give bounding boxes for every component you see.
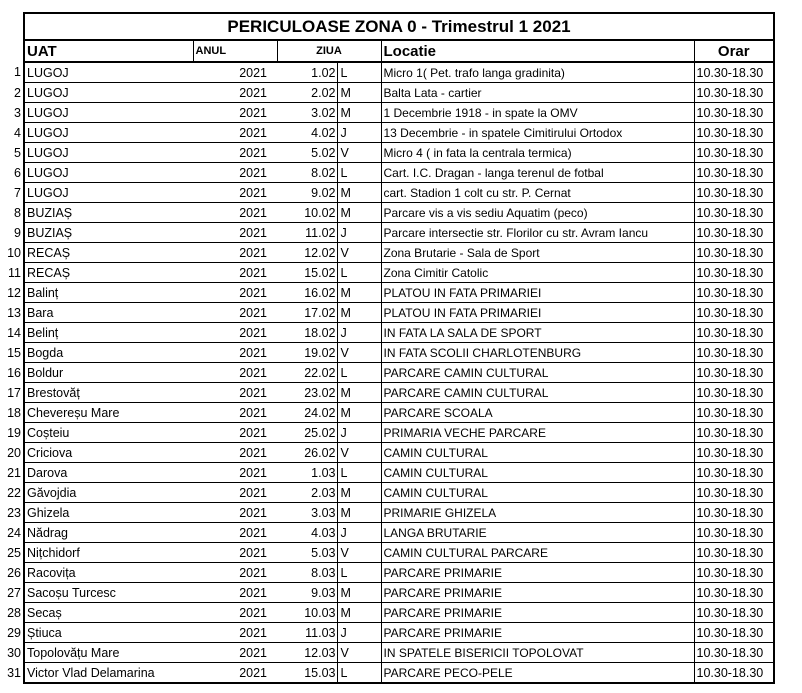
weekday-cell: M	[337, 103, 381, 123]
date-cell: 9.03	[277, 583, 337, 603]
location-cell: CAMIN CULTURAL PARCARE	[381, 543, 694, 563]
weekday-cell: V	[337, 143, 381, 163]
uat-cell: RECAȘ	[24, 263, 193, 283]
year-cell: 2021	[193, 383, 277, 403]
weekday-cell: L	[337, 463, 381, 483]
weekday-cell: M	[337, 603, 381, 623]
table-row	[0, 363, 774, 383]
weekday-cell: M	[337, 303, 381, 323]
date-cell: 26.02	[277, 443, 337, 463]
row-number: 14	[7, 325, 21, 340]
weekday-cell: V	[337, 643, 381, 663]
location-cell: Micro 4 ( in fata la centrala termica)	[381, 143, 694, 163]
table-row	[0, 583, 774, 603]
row-number: 21	[7, 465, 21, 480]
date-cell: 12.02	[277, 243, 337, 263]
row-number: 23	[7, 505, 21, 520]
uat-cell: Bara	[24, 303, 193, 323]
schedule-cell: 10.30-18.30	[694, 62, 774, 83]
date-cell: 5.02	[277, 143, 337, 163]
uat-cell: BUZIAȘ	[24, 203, 193, 223]
location-cell: IN FATA LA SALA DE SPORT	[381, 323, 694, 343]
location-cell: PARCARE PRIMARIE	[381, 623, 694, 643]
row-number: 24	[7, 525, 21, 540]
header-locatie: Locatie	[381, 40, 694, 62]
schedule-cell: 10.30-18.30	[694, 183, 774, 203]
year-cell: 2021	[193, 203, 277, 223]
schedule-cell: 10.30-18.30	[694, 223, 774, 243]
schedule-table	[0, 12, 775, 684]
table-row	[0, 203, 774, 223]
header-ziua: ZIUA	[277, 40, 381, 62]
location-cell: Zona Brutarie - Sala de Sport	[381, 243, 694, 263]
uat-cell: Sacoșu Turcesc	[24, 583, 193, 603]
table-row	[0, 563, 774, 583]
weekday-cell: V	[337, 543, 381, 563]
weekday-cell: M	[337, 583, 381, 603]
table-row	[0, 183, 774, 203]
schedule-cell: 10.30-18.30	[694, 143, 774, 163]
weekday-cell: J	[337, 423, 381, 443]
date-cell: 1.02	[277, 62, 337, 83]
row-number: 7	[14, 185, 21, 200]
row-number: 10	[7, 245, 21, 260]
date-cell: 23.02	[277, 383, 337, 403]
uat-cell: Topolovățu Mare	[24, 643, 193, 663]
schedule-cell: 10.30-18.30	[694, 83, 774, 103]
row-number: 19	[7, 425, 21, 440]
schedule-cell: 10.30-18.30	[694, 203, 774, 223]
year-cell: 2021	[193, 223, 277, 243]
uat-cell: Știuca	[24, 623, 193, 643]
table-row	[0, 223, 774, 243]
schedule-cell: 10.30-18.30	[694, 103, 774, 123]
weekday-cell: M	[337, 503, 381, 523]
uat-cell: Nițchidorf	[24, 543, 193, 563]
year-cell: 2021	[193, 123, 277, 143]
uat-cell: Victor Vlad Delamarina	[24, 663, 193, 684]
year-cell: 2021	[193, 263, 277, 283]
table-row	[0, 643, 774, 663]
table-row	[0, 623, 774, 643]
location-cell: PRIMARIE GHIZELA	[381, 503, 694, 523]
location-cell: LANGA BRUTARIE	[381, 523, 694, 543]
location-cell: 1 Decembrie 1918 - in spate la OMV	[381, 103, 694, 123]
weekday-cell: M	[337, 483, 381, 503]
location-cell: Parcare vis a vis sediu Aquatim (peco)	[381, 203, 694, 223]
row-number: 8	[14, 205, 21, 220]
uat-cell: LUGOJ	[24, 83, 193, 103]
header-anul: ANUL	[193, 40, 277, 62]
location-cell: Zona Cimitir Catolic	[381, 263, 694, 283]
table-row	[0, 303, 774, 323]
date-cell: 8.03	[277, 563, 337, 583]
row-number: 31	[7, 665, 21, 680]
table-row	[0, 383, 774, 403]
table-row	[0, 163, 774, 183]
weekday-cell: L	[337, 263, 381, 283]
weekday-cell: V	[337, 443, 381, 463]
weekday-cell: L	[337, 563, 381, 583]
date-cell: 2.03	[277, 483, 337, 503]
schedule-cell: 10.30-18.30	[694, 543, 774, 563]
date-cell: 3.02	[277, 103, 337, 123]
location-cell: IN FATA SCOLII CHARLOTENBURG	[381, 343, 694, 363]
location-cell: CAMIN CULTURAL	[381, 463, 694, 483]
year-cell: 2021	[193, 343, 277, 363]
schedule-cell: 10.30-18.30	[694, 583, 774, 603]
uat-cell: RECAȘ	[24, 243, 193, 263]
table-row	[0, 423, 774, 443]
corner-cell	[0, 13, 24, 40]
row-number: 13	[7, 305, 21, 320]
weekday-cell: M	[337, 403, 381, 423]
date-cell: 3.03	[277, 503, 337, 523]
table-row	[0, 103, 774, 123]
year-cell: 2021	[193, 403, 277, 423]
row-number: 25	[7, 545, 21, 560]
year-cell: 2021	[193, 303, 277, 323]
schedule-cell: 10.30-18.30	[694, 123, 774, 143]
header-orar: Orar	[694, 40, 774, 62]
schedule-cell: 10.30-18.30	[694, 303, 774, 323]
weekday-cell: J	[337, 323, 381, 343]
date-cell: 15.03	[277, 663, 337, 684]
location-cell: Parcare intersectie str. Florilor cu str. Avram Iancu	[381, 223, 694, 243]
table-row	[0, 263, 774, 283]
table-row	[0, 503, 774, 523]
location-cell: 13 Decembrie - in spatele Cimitirului Ortodox	[381, 123, 694, 143]
uat-cell: Balinț	[24, 283, 193, 303]
location-cell: Cart. I.C. Dragan - langa terenul de fotbal	[381, 163, 694, 183]
year-cell: 2021	[193, 603, 277, 623]
weekday-cell: J	[337, 523, 381, 543]
row-number: 4	[14, 125, 21, 140]
uat-cell: LUGOJ	[24, 163, 193, 183]
schedule-cell: 10.30-18.30	[694, 443, 774, 463]
uat-cell: LUGOJ	[24, 103, 193, 123]
row-number: 30	[7, 645, 21, 660]
year-cell: 2021	[193, 323, 277, 343]
uat-cell: Racovița	[24, 563, 193, 583]
location-cell: PARCARE CAMIN CULTURAL	[381, 363, 694, 383]
date-cell: 18.02	[277, 323, 337, 343]
schedule-cell: 10.30-18.30	[694, 483, 774, 503]
year-cell: 2021	[193, 443, 277, 463]
location-cell: PLATOU IN FATA PRIMARIEI	[381, 283, 694, 303]
date-cell: 4.03	[277, 523, 337, 543]
date-cell: 25.02	[277, 423, 337, 443]
year-cell: 2021	[193, 363, 277, 383]
header-uat: UAT	[24, 40, 193, 62]
schedule-cell: 10.30-18.30	[694, 263, 774, 283]
year-cell: 2021	[193, 503, 277, 523]
row-number: 22	[7, 485, 21, 500]
location-cell: Balta Lata - cartier	[381, 83, 694, 103]
row-number: 15	[7, 345, 21, 360]
row-number: 1	[14, 65, 21, 80]
year-cell: 2021	[193, 183, 277, 203]
date-cell: 2.02	[277, 83, 337, 103]
weekday-cell: J	[337, 123, 381, 143]
page-title: PERICULOASE ZONA 0 - Trimestrul 1 2021	[24, 13, 774, 40]
date-cell: 16.02	[277, 283, 337, 303]
schedule-cell: 10.30-18.30	[694, 643, 774, 663]
date-cell: 12.03	[277, 643, 337, 663]
table-row	[0, 343, 774, 363]
location-cell: PRIMARIA VECHE PARCARE	[381, 423, 694, 443]
year-cell: 2021	[193, 523, 277, 543]
date-cell: 1.03	[277, 463, 337, 483]
weekday-cell: J	[337, 623, 381, 643]
year-cell: 2021	[193, 563, 277, 583]
row-number: 6	[14, 165, 21, 180]
date-cell: 5.03	[277, 543, 337, 563]
schedule-cell: 10.30-18.30	[694, 463, 774, 483]
year-cell: 2021	[193, 663, 277, 684]
uat-cell: Găvojdia	[24, 483, 193, 503]
row-number: 12	[7, 285, 21, 300]
header-row	[0, 40, 774, 62]
row-number: 29	[7, 625, 21, 640]
schedule-cell: 10.30-18.30	[694, 403, 774, 423]
row-number: 26	[7, 565, 21, 580]
row-number: 9	[14, 225, 21, 240]
location-cell: PARCARE PRIMARIE	[381, 603, 694, 623]
row-number: 2	[14, 85, 21, 100]
table-row	[0, 543, 774, 563]
date-cell: 10.02	[277, 203, 337, 223]
table-row	[0, 83, 774, 103]
schedule-cell: 10.30-18.30	[694, 523, 774, 543]
weekday-cell: V	[337, 243, 381, 263]
location-cell: PARCARE SCOALA	[381, 403, 694, 423]
row-number: 3	[14, 105, 21, 120]
table-row	[0, 323, 774, 343]
row-number: 27	[7, 585, 21, 600]
date-cell: 19.02	[277, 343, 337, 363]
year-cell: 2021	[193, 463, 277, 483]
uat-cell: Nădrag	[24, 523, 193, 543]
uat-cell: Belinț	[24, 323, 193, 343]
year-cell: 2021	[193, 423, 277, 443]
weekday-cell: M	[337, 283, 381, 303]
schedule-cell: 10.30-18.30	[694, 163, 774, 183]
table-row	[0, 283, 774, 303]
row-number: 17	[7, 385, 21, 400]
date-cell: 22.02	[277, 363, 337, 383]
uat-cell: Criciova	[24, 443, 193, 463]
schedule-cell: 10.30-18.30	[694, 503, 774, 523]
location-cell: PARCARE CAMIN CULTURAL	[381, 383, 694, 403]
table-row	[0, 483, 774, 503]
location-cell: PARCARE PRIMARIE	[381, 563, 694, 583]
uat-cell: LUGOJ	[24, 123, 193, 143]
year-cell: 2021	[193, 623, 277, 643]
row-number: 11	[8, 265, 21, 280]
year-cell: 2021	[193, 543, 277, 563]
uat-cell: Secaș	[24, 603, 193, 623]
year-cell: 2021	[193, 583, 277, 603]
table-row	[0, 123, 774, 143]
location-cell: cart. Stadion 1 colt cu str. P. Cernat	[381, 183, 694, 203]
weekday-cell: M	[337, 383, 381, 403]
weekday-cell: L	[337, 163, 381, 183]
date-cell: 24.02	[277, 403, 337, 423]
schedule-cell: 10.30-18.30	[694, 623, 774, 643]
location-cell: IN SPATELE BISERICII TOPOLOVAT	[381, 643, 694, 663]
row-number: 20	[7, 445, 21, 460]
year-cell: 2021	[193, 163, 277, 183]
weekday-cell: L	[337, 663, 381, 684]
table-row	[0, 403, 774, 423]
uat-cell: Coșteiu	[24, 423, 193, 443]
uat-cell: Chevereșu Mare	[24, 403, 193, 423]
uat-cell: LUGOJ	[24, 62, 193, 83]
schedule-cell: 10.30-18.30	[694, 563, 774, 583]
year-cell: 2021	[193, 143, 277, 163]
date-cell: 15.02	[277, 263, 337, 283]
table-row	[0, 62, 774, 83]
year-cell: 2021	[193, 483, 277, 503]
year-cell: 2021	[193, 243, 277, 263]
table-row	[0, 663, 774, 684]
date-cell: 11.02	[277, 223, 337, 243]
schedule-cell: 10.30-18.30	[694, 363, 774, 383]
location-cell: PLATOU IN FATA PRIMARIEI	[381, 303, 694, 323]
uat-cell: Darova	[24, 463, 193, 483]
year-cell: 2021	[193, 103, 277, 123]
location-cell: CAMIN CULTURAL	[381, 443, 694, 463]
schedule-cell: 10.30-18.30	[694, 663, 774, 684]
location-cell: CAMIN CULTURAL	[381, 483, 694, 503]
schedule-cell: 10.30-18.30	[694, 343, 774, 363]
weekday-cell: M	[337, 203, 381, 223]
weekday-cell: M	[337, 183, 381, 203]
date-cell: 4.02	[277, 123, 337, 143]
uat-cell: LUGOJ	[24, 143, 193, 163]
schedule-cell: 10.30-18.30	[694, 243, 774, 263]
uat-cell: Ghizela	[24, 503, 193, 523]
weekday-cell: L	[337, 62, 381, 83]
location-cell: PARCARE PRIMARIE	[381, 583, 694, 603]
date-cell: 9.02	[277, 183, 337, 203]
location-cell: Micro 1( Pet. trafo langa gradinita)	[381, 62, 694, 83]
table-row	[0, 463, 774, 483]
uat-cell: BUZIAȘ	[24, 223, 193, 243]
schedule-cell: 10.30-18.30	[694, 603, 774, 623]
table-row	[0, 603, 774, 623]
weekday-cell: J	[337, 223, 381, 243]
row-number: 5	[14, 145, 21, 160]
schedule-cell: 10.30-18.30	[694, 423, 774, 443]
row-number: 18	[7, 405, 21, 420]
table-row	[0, 443, 774, 463]
weekday-cell: L	[337, 363, 381, 383]
row-number: 16	[7, 365, 21, 380]
year-cell: 2021	[193, 62, 277, 83]
weekday-cell: M	[337, 83, 381, 103]
uat-cell: Bogda	[24, 343, 193, 363]
year-cell: 2021	[193, 283, 277, 303]
uat-cell: LUGOJ	[24, 183, 193, 203]
location-cell: PARCARE PECO-PELE	[381, 663, 694, 684]
date-cell: 8.02	[277, 163, 337, 183]
weekday-cell: V	[337, 343, 381, 363]
uat-cell: Brestovăț	[24, 383, 193, 403]
schedule-cell: 10.30-18.30	[694, 383, 774, 403]
table-row	[0, 143, 774, 163]
schedule-cell: 10.30-18.30	[694, 323, 774, 343]
date-cell: 10.03	[277, 603, 337, 623]
schedule-cell: 10.30-18.30	[694, 283, 774, 303]
date-cell: 17.02	[277, 303, 337, 323]
year-cell: 2021	[193, 643, 277, 663]
row-number: 28	[7, 605, 21, 620]
year-cell: 2021	[193, 83, 277, 103]
table-row	[0, 243, 774, 263]
date-cell: 11.03	[277, 623, 337, 643]
uat-cell: Boldur	[24, 363, 193, 383]
table-row	[0, 523, 774, 543]
